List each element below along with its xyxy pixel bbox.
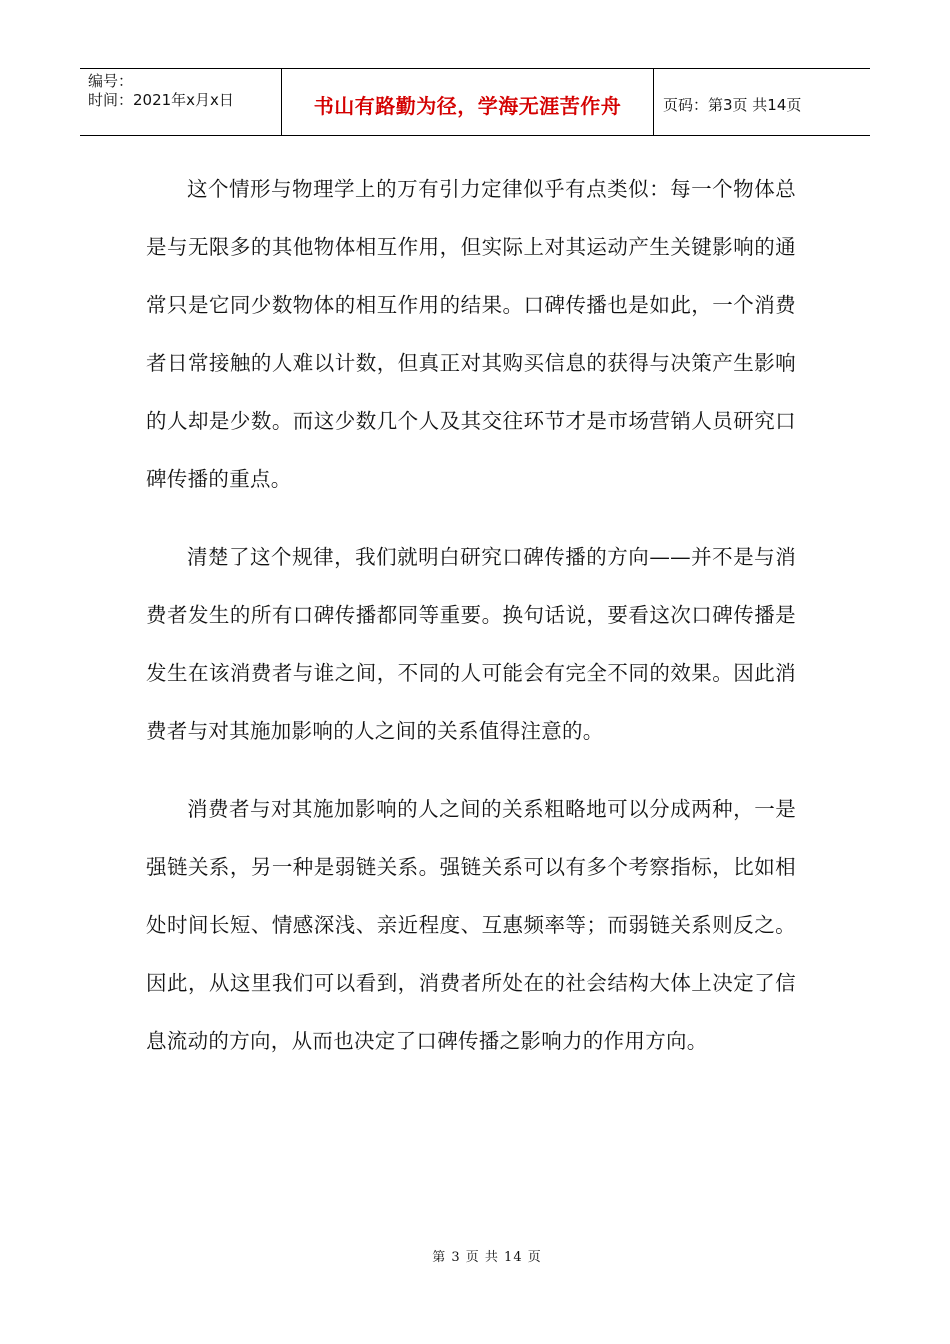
date-line: 时间：2021年x月x日 <box>88 91 234 109</box>
document-body <box>146 160 796 1090</box>
header-page-info: 页码：第3页 共14页 <box>663 95 802 114</box>
header-motto: 书山有路勤为径，学海无涯苦作舟 <box>282 69 654 135</box>
paragraph-2: 清楚了这个规律，我们就明白研究口碑传播的方向——并不是与消费者发生的所有口碑传播都同等重要。换句话说，要看这次口碑传播是发生在该消费者与谁之间，不同的人可能会有完全不同的效果。因此消费者与对其施加影响的人之间的关系值得注意的。 <box>146 545 796 743</box>
serial-label: 编号： <box>88 72 134 90</box>
header-meta <box>80 69 282 135</box>
page-header <box>80 68 870 136</box>
paragraph-1: 这个情形与物理学上的万有引力定律似乎有点类似：每一个物体总是与无限多的其他物体相互作用，但实际上对其运动产生关键影响的通常只是它同少数物体的相互作用的结果。口碑传播也是如此，一个消费者日常接触的人难以计数，但真正对其购买信息的获得与决策产生影响的人却是少数。而这少数几个人及其交往环节才是市场营销人员研究口碑传播的重点。 <box>146 177 796 491</box>
page-footer: 第 3 页 共 14 页 <box>432 1250 542 1265</box>
paragraph-3: 消费者与对其施加影响的人之间的关系粗略地可以分成两种，一是强链关系，另一种是弱链关系。强链关系可以有多个考察指标，比如相处时间长短、情感深浅、亲近程度、互惠频率等；而弱链关系则反之。因此，从这里我们可以看到，消费者所处在的社会结构大体上决定了信息流动的方向，从而也决定了口碑传播之影响力的作用方向。 <box>146 797 796 1053</box>
